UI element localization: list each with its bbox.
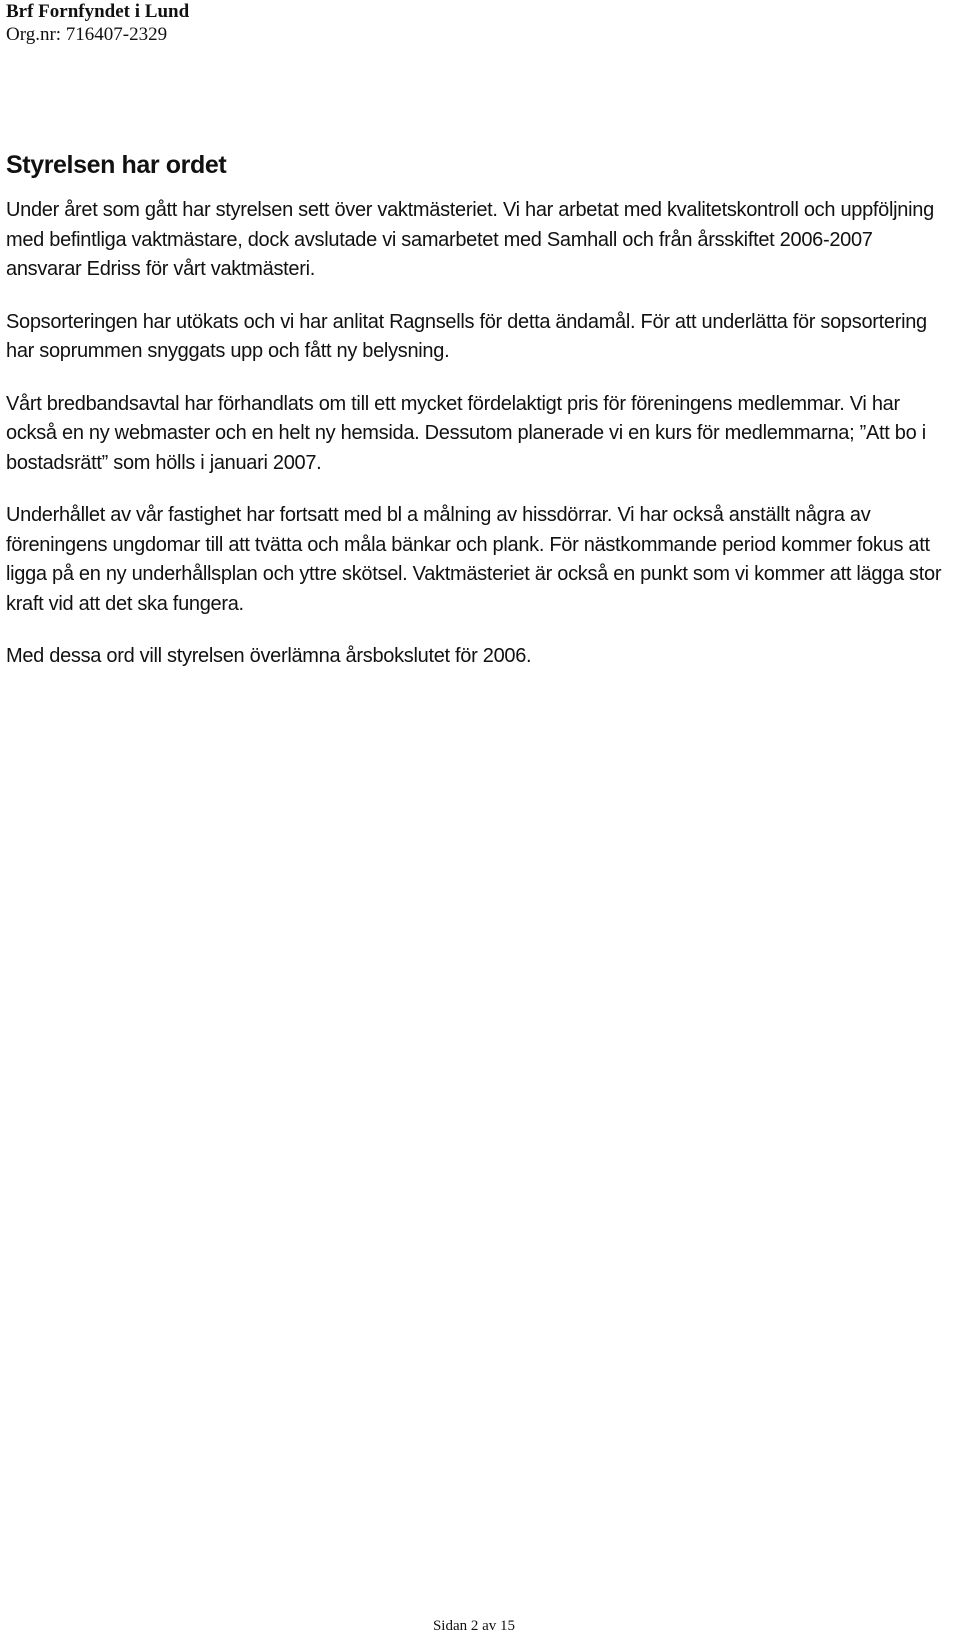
paragraph-maintenance: Underhållet av vår fastighet har fortsatt med bl a målning av hissdörrar. Vi har också anställt några av föreningens ungdomar till att tvätta och måla bänkar och plank. För nästkommande period kommer fokus att ligga på en ny underhållsplan och yttre skötsel. Vaktmästeriet är också en punkt som vi kommer att lägga stor kraft vid att det ska fungera. <box>6 504 942 615</box>
page-number: Sidan 2 av 15 <box>432 1618 516 1634</box>
org-name: Brf Fornfyndet i Lund <box>6 1 190 22</box>
paragraph-waste-sorting: Sopsorteringen har utökats och vi har anlitat Ragnsells för detta ändamål. För att underlätta för sopsortering har soprummen snyggats upp och fått ny belysning. <box>6 310 927 362</box>
paragraph-caretaker: Under året som gått har styrelsen sett över vaktmästeriet. Vi har arbetat med kvalitetskontroll och uppföljning med befintliga vaktmästare, dock avslutade vi samarbetet med Samhall och från årsskiftet 2006-2007 ansvarar Edriss för vårt vaktmästeri. <box>6 199 934 280</box>
paragraph-broadband: Vårt bredbandsavtal har förhandlats om till ett mycket fördelaktigt pris för föreningens medlemmar. Vi har också en ny webmaster och en helt ny hemsida. Dessutom planerade vi en kurs för medlemmarna; ”Att bo i bostadsrätt” som hölls i januari 2007. <box>6 392 926 474</box>
paragraph-closing: Med dessa ord vill styrelsen överlämna årsbokslutet för 2006. <box>6 645 532 667</box>
section-title: Styrelsen har ordet <box>6 151 227 179</box>
document-body <box>6 150 950 695</box>
org-number: Org.nr: 716407-2329 <box>6 24 168 45</box>
page-header <box>6 0 189 46</box>
